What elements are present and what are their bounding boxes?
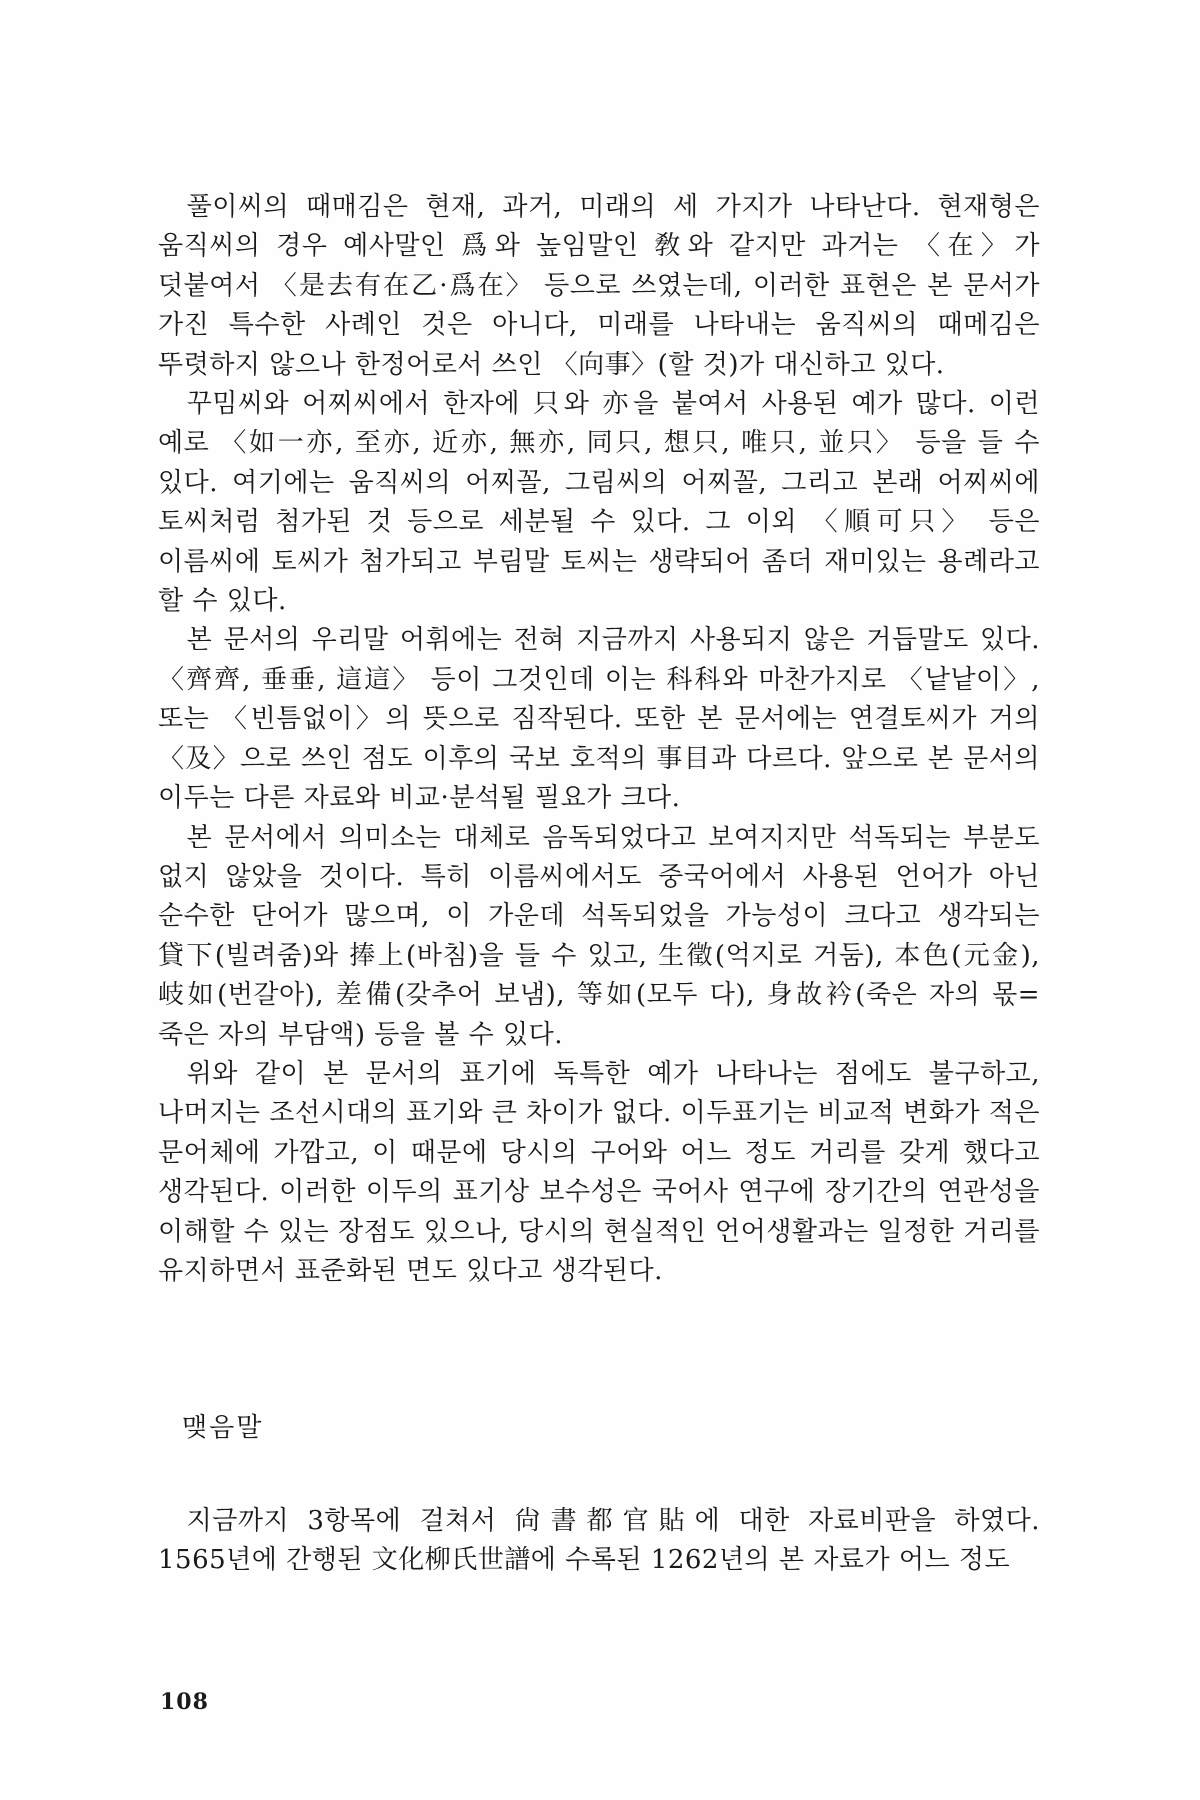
paragraph-tense: 풀이씨의 때매김은 현재, 과거, 미래의 세 가지가 나타난다. 현재형은 움직씨의 경우 예사말인 爲와 높임말인 敎와 같지만 과거는 〈在〉가 덧붙여서 〈是去有在乙·爲在〉 등으로 쓰였는데, 이러한 표현은 본 문서가 가진 특수한 사례인 것은 아니다, 미래를 나타내는 움직씨의 때메김은 뚜렷하지 않으나 한정어로서 쓰인 〈向事〉(할 것)가 대신하고 있다.	[158, 192, 1040, 380]
paragraph-reading: 본 문서에서 의미소는 대체로 음독되었다고 보여지지만 석독되는 부분도 없지 않았을 것이다. 특히 이름씨에서도 중국어에서 사용된 언어가 아닌 순수한 단어가 많으며, 이 가운데 석독되었을 가능성이 크다고 생각되는 貸下(빌려줌)와 捧上(바침)을 들 수 있고, 生徵(억지로 거둠), 本色(元金), 岐如(번갈아), 差備(갖추어 보냄), 等如(모두 다), 身故衿(죽은 자의 몫=죽은 자의 부담액) 등을 볼 수 있다.	[158, 822, 1040, 1050]
page-number: 108	[160, 1689, 209, 1715]
paragraph-vocabulary: 본 문서의 우리말 어휘에는 전혀 지금까지 사용되지 않은 거듭말도 있다. 〈齊齊, 垂垂, 這這〉 등이 그것인데 이는 科科와 마찬가지로 〈낱낱이〉, 또는 〈빈틈없이〉의 뜻으로 짐작된다. 또한 본 문서에는 연결토씨가 거의 〈及〉으로 쓰인 점도 이후의 국보 호적의 事目과 다르다. 앞으로 본 문서의 이두는 다른 자료와 비교·분석될 필요가 크다.	[158, 625, 1040, 814]
section-heading: 맺음말	[182, 1413, 264, 1443]
paragraph-modifiers: 꾸밈씨와 어찌씨에서 한자에 只와 亦을 붙여서 사용된 예가 많다. 이런 예로 〈如一亦, 至亦, 近亦, 無亦, 同只, 想只, 唯只, 並只〉 등을 들 수 있다. 여기에는 움직씨의 어찌꼴, 그림씨의 어찌꼴, 그리고 본래 어찌씨에 토씨처럼 첨가된 것 등으로 세분될 수 있다. 그 이외 〈順可只〉 등은 이름씨에 토씨가 첨가되고 부림말 토씨는 생략되어 좀더 재미있는 용례라고 할 수 있다.	[158, 389, 1040, 617]
closing-text	[158, 1502, 1040, 1581]
paragraph-closing: 지금까지 3항목에 걸쳐서 尙書都官貼에 대한 자료비판을 하였다. 1565년에 간행된 文化柳氏世譜에 수록된 1262년의 본 자료가 어느 정도	[158, 1506, 1040, 1576]
paragraph-conclusion: 위와 같이 본 문서의 표기에 독특한 예가 나타나는 점에도 불구하고, 나머지는 조선시대의 표기와 큰 차이가 없다. 이두표기는 비교적 변화가 적은 문어체에 가깝고, 이 때문에 당시의 구어와 어느 정도 거리를 갖게 했다고 생각된다. 이러한 이두의 표기상 보수성은 국어사 연구에 장기간의 연관성을 이해할 수 있는 장점도 있으나, 당시의 현실적인 언어생활과는 일정한 거리를 유지하면서 표준화된 면도 있다고 생각된다.	[158, 1058, 1040, 1286]
body-text	[158, 188, 1040, 1291]
